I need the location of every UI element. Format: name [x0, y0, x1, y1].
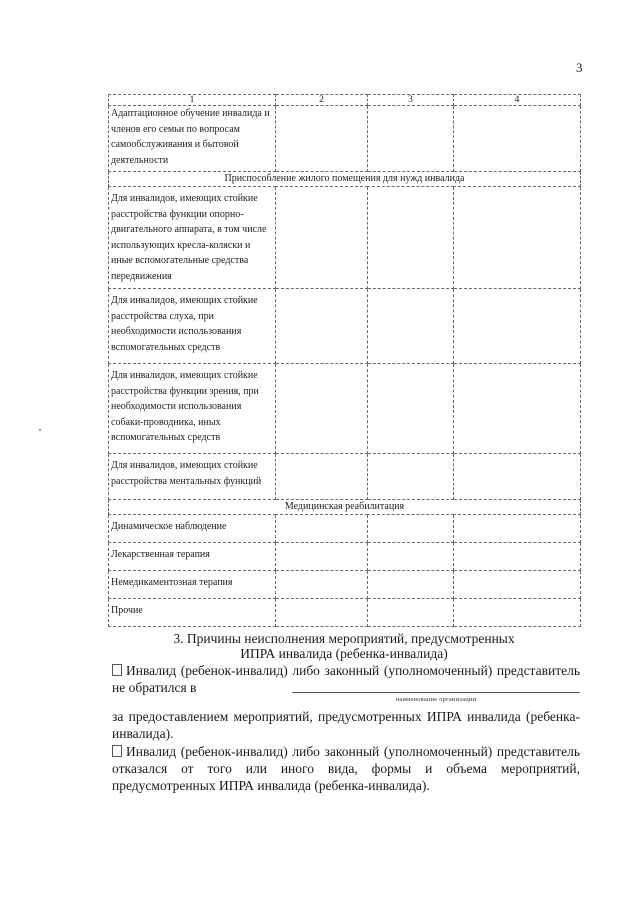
page-number: 3: [576, 60, 583, 75]
section-3-title-line-1: 3. Причины неисполнения мероприятий, предусмотренных: [173, 631, 515, 646]
table-cell: [454, 571, 581, 599]
table-row: [109, 187, 581, 289]
scan-speck: [39, 429, 41, 431]
section-row: [109, 172, 581, 187]
section-row: [109, 500, 581, 515]
row-label: Для инвалидов, имеющих стойкие расстройства функции зрения, при необходимости использования собаки-проводника, иных вспомогательных средств: [111, 370, 259, 443]
reason-not-applied-text: Инвалид (ребенок-инвалид) либо законный (уполномоченный) представитель не обратился в: [112, 663, 580, 695]
table-cell: [276, 289, 368, 364]
table-cell: [276, 543, 368, 571]
table-row: [109, 599, 581, 627]
table-header-row: [109, 95, 581, 106]
row-label-cell: [109, 364, 276, 454]
table-cell: [454, 599, 581, 627]
table-cell: [454, 106, 581, 172]
row-label-cell: [109, 289, 276, 364]
table-row: [109, 289, 581, 364]
row-label: Для инвалидов, имеющих стойкие расстройства функции опорно-двигательного аппарата, в том числе использующих кресла-коляски и иные вспомогательные средства передвижения: [111, 193, 267, 282]
table-cell: [454, 454, 581, 500]
table-cell: [454, 187, 581, 289]
reason-not-applied-continuation: за предоставлением мероприятий, предусмотренных ИПРА инвалида (ребенка-инвалида).: [112, 709, 580, 741]
row-label: Для инвалидов, имеющих стойкие расстройства слуха, при необходимости использования вспомогательных средств: [111, 295, 258, 353]
reason-option-not-applied: [112, 662, 580, 696]
row-label: Динамическое наблюдение: [111, 521, 227, 532]
section-heading: Медицинская реабилитация: [109, 500, 581, 515]
row-label-cell: [109, 571, 276, 599]
table-cell: [454, 289, 581, 364]
row-label-cell: [109, 454, 276, 500]
organization-name-field[interactable]: [292, 692, 580, 693]
table-row: [109, 571, 581, 599]
table-row: [109, 364, 581, 454]
organization-name-caption: наименование организации: [395, 696, 477, 703]
table-cell: [368, 543, 454, 571]
table-cell: [454, 364, 581, 454]
row-label-cell: [109, 187, 276, 289]
section-3-title-line-2: ИПРА инвалида (ребенка-инвалида): [240, 646, 448, 661]
row-label-cell: [109, 543, 276, 571]
table-cell: [276, 454, 368, 500]
table-cell: [276, 106, 368, 172]
table-row: [109, 515, 581, 543]
table-row: [109, 106, 581, 172]
row-label: Лекарственная терапия: [111, 549, 210, 560]
table-cell: [276, 364, 368, 454]
table-cell: [368, 515, 454, 543]
row-label: Адаптационное обучение инвалида и членов его семьи по вопросам самообслуживания и бытовой деятельности: [111, 108, 270, 166]
table-cell: [276, 515, 368, 543]
checkbox-refused[interactable]: [112, 745, 122, 757]
table-cell: [276, 571, 368, 599]
row-label-cell: [109, 106, 276, 172]
table-cell: [368, 454, 454, 500]
table-cell: [368, 187, 454, 289]
table-cell: [368, 599, 454, 627]
table-cell: [454, 543, 581, 571]
table-cell: [368, 364, 454, 454]
table-row: [109, 543, 581, 571]
row-label: Прочие: [111, 605, 143, 616]
table-cell: [368, 289, 454, 364]
table-cell: [368, 106, 454, 172]
column-header: 1: [109, 95, 276, 106]
column-header: 2: [276, 95, 368, 106]
row-label: Для инвалидов, имеющих стойкие расстройства ментальных функций: [111, 460, 262, 487]
column-header: 3: [368, 95, 454, 106]
reason-option-refused: [112, 743, 580, 794]
table-cell: [276, 187, 368, 289]
row-label-cell: [109, 515, 276, 543]
table-cell: [368, 571, 454, 599]
column-header: 4: [454, 95, 581, 106]
table-row: [109, 454, 581, 500]
row-label: Немедикаментозная терапия: [111, 577, 233, 588]
table-cell: [454, 515, 581, 543]
table-cell: [276, 599, 368, 627]
section-heading: Приспособление жилого помещения для нужд инвалида: [109, 172, 581, 187]
section-3-title: [108, 631, 580, 661]
reason-refused-text: Инвалид (ребенок-инвалид) либо законный (уполномоченный) представитель отказался от того или иного вида, формы и объема мероприятий, предусмотренных ИПРА инвалида (ребенка-инвалида).: [112, 744, 580, 793]
checkbox-not-applied[interactable]: [112, 664, 122, 676]
row-label-cell: [109, 599, 276, 627]
rehabilitation-table: [108, 94, 581, 627]
